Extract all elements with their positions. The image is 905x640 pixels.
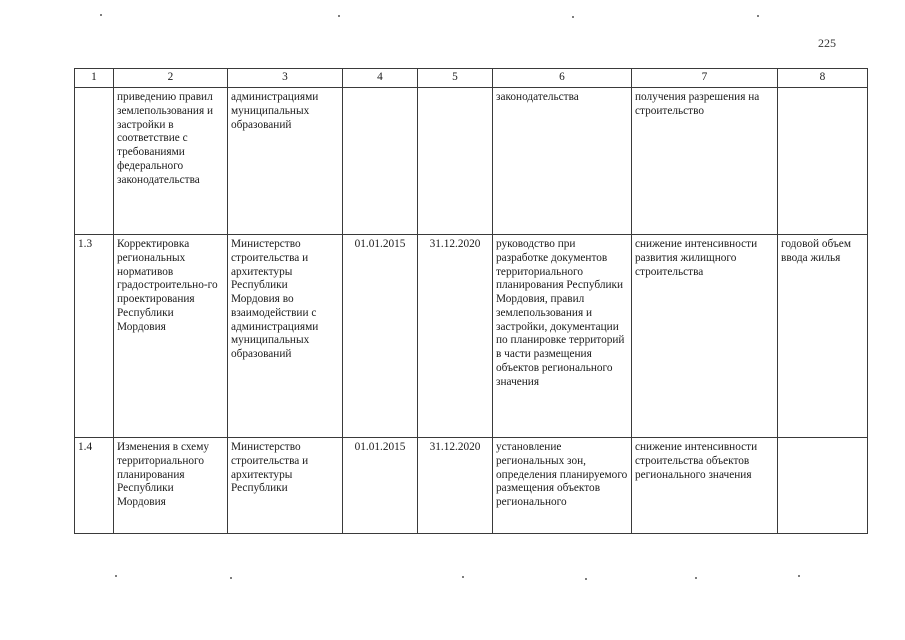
activity-cell: Изменения в схему территориального планирования Республики Мордовия [114,438,228,534]
table-row [75,88,868,235]
scan-speck [695,577,697,579]
header-cell-8: 8 [778,69,868,88]
scan-speck [462,576,464,578]
header-cell-4: 4 [343,69,418,88]
result-cell: установление региональных зон, определения планируемого размещения объектов регионального [493,438,632,534]
row-number-cell: 1.3 [75,235,114,438]
scan-speck [100,14,102,16]
result-cell: законодательства [493,88,632,235]
table-row [75,438,868,534]
indicator-cell [778,88,868,235]
indicator-cell [778,438,868,534]
scan-speck [798,575,800,577]
scan-speck [585,578,587,580]
activity-cell: Корректировка региональных нормативов градостроительно-го проектирования Республики Мордовия [114,235,228,438]
consequence-cell: снижение интенсивности развития жилищного строительства [632,235,778,438]
header-cell-3: 3 [228,69,343,88]
end-date-cell [418,88,493,235]
header-cell-2: 2 [114,69,228,88]
indicator-cell: годовой объем ввода жилья [778,235,868,438]
header-cell-5: 5 [418,69,493,88]
start-date-cell [343,88,418,235]
scan-speck [115,575,117,577]
start-date-cell: 01.01.2015 [343,438,418,534]
header-cell-1: 1 [75,69,114,88]
header-cell-7: 7 [632,69,778,88]
row-number-cell: 1.4 [75,438,114,534]
responsible-cell: Министерство строительства и архитектуры Республики [228,438,343,534]
scan-speck [757,15,759,17]
scan-speck [338,15,340,17]
responsible-cell: Министерство строительства и архитектуры Республики Мордовия во взаимодействии с администрациями муниципальных образований [228,235,343,438]
scan-speck [572,16,574,18]
row-number-cell [75,88,114,235]
consequence-cell: снижение интенсивности строительства объектов регионального значения [632,438,778,534]
start-date-cell: 01.01.2015 [343,235,418,438]
header-cell-6: 6 [493,69,632,88]
program-table [74,68,868,534]
end-date-cell: 31.12.2020 [418,438,493,534]
scan-speck [230,577,232,579]
consequence-cell: получения разрешения на строительство [632,88,778,235]
header-row [75,69,868,88]
table-row [75,235,868,438]
activity-cell: приведению правил землепользования и застройки в соответствие с требованиями федерального законодательства [114,88,228,235]
responsible-cell: администрациями муниципальных образований [228,88,343,235]
page-number: 225 [818,36,836,50]
result-cell: руководство при разработке документов территориального планирования Республики Мордовия, правил землепользования и застройки, документации по планировке территорий в части размещения объектов регионального значения [493,235,632,438]
end-date-cell: 31.12.2020 [418,235,493,438]
